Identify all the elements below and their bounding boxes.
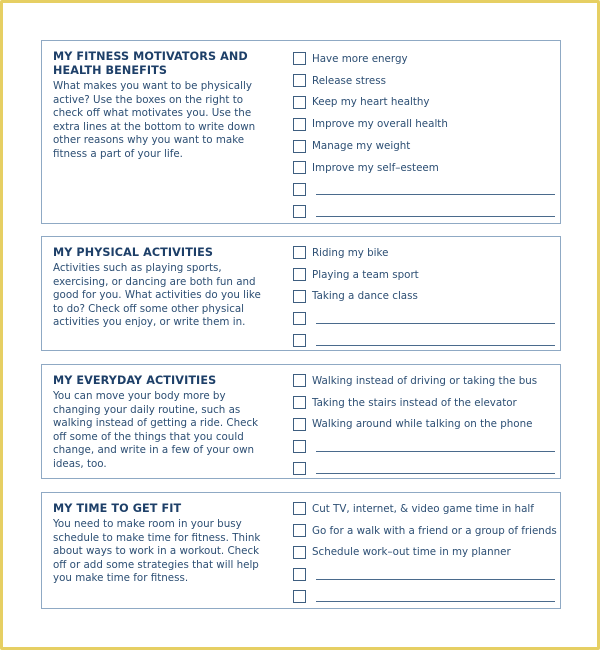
write-in-item[interactable] <box>293 563 555 585</box>
write-in-line[interactable] <box>316 473 555 474</box>
desc-line: about ways to work in a workout. Check <box>53 545 260 558</box>
section-left <box>53 50 271 162</box>
checkbox[interactable] <box>293 183 306 196</box>
write-in-item[interactable] <box>293 585 555 607</box>
write-in-item[interactable] <box>293 179 555 201</box>
checkbox[interactable] <box>293 396 306 409</box>
checklist-item-label: Improve my overall health <box>312 118 448 131</box>
checkbox[interactable] <box>293 205 306 218</box>
checklist-item[interactable] <box>293 70 555 92</box>
checklist <box>293 370 555 479</box>
checkbox[interactable] <box>293 96 306 109</box>
desc-line: activities you enjoy, or write them in. <box>53 316 246 329</box>
checklist-item[interactable] <box>293 157 555 179</box>
section-physical-activities <box>41 236 561 351</box>
desc-line: active? Use the boxes on the right to <box>53 93 244 106</box>
checkbox[interactable] <box>293 246 306 259</box>
section-description <box>53 518 271 586</box>
checklist-item[interactable] <box>293 520 555 542</box>
checklist-item-label: Walking instead of driving or taking the bus <box>312 374 538 387</box>
checkbox[interactable] <box>293 568 306 581</box>
desc-line: walking instead of getting a ride. Check <box>53 417 259 430</box>
checklist <box>293 498 555 607</box>
checkbox[interactable] <box>293 290 306 303</box>
write-in-line[interactable] <box>316 216 555 217</box>
desc-line: What makes you want to be physically <box>53 80 252 92</box>
section-left <box>53 374 271 472</box>
checkbox[interactable] <box>293 74 306 87</box>
write-in-line[interactable] <box>316 194 555 195</box>
checklist-item[interactable] <box>293 92 555 114</box>
desc-line: changing your daily routine, such as <box>53 403 241 416</box>
write-in-line[interactable] <box>316 345 555 346</box>
section-left <box>53 502 271 586</box>
title-line: MY PHYSICAL ACTIVITIES <box>53 246 214 259</box>
section-description <box>53 390 271 472</box>
checklist-item-label: Keep my heart healthy <box>312 96 430 109</box>
checkbox[interactable] <box>293 462 306 475</box>
checklist-item[interactable] <box>293 392 555 414</box>
desc-line: check off what motivates you. Use the <box>53 107 252 120</box>
checkbox[interactable] <box>293 590 306 603</box>
section-description <box>53 262 271 330</box>
section-title <box>53 374 271 388</box>
checklist-item-label: Taking the stairs instead of the elevator <box>312 396 517 409</box>
desc-line: to do? Check off some other physical <box>53 302 245 315</box>
checkbox[interactable] <box>293 334 306 347</box>
checkbox[interactable] <box>293 524 306 537</box>
checkbox[interactable] <box>293 502 306 515</box>
write-in-line[interactable] <box>316 579 555 580</box>
desc-line: other reasons why you want to make <box>53 134 245 147</box>
checklist-item-label: Go for a walk with a friend or a group of friends <box>312 524 557 537</box>
section-time-to-get-fit <box>41 492 561 609</box>
write-in-line[interactable] <box>316 601 555 602</box>
desc-line: fitness a part of your life. <box>53 147 183 160</box>
checklist-item[interactable] <box>293 542 555 564</box>
checkbox[interactable] <box>293 312 306 325</box>
title-line: HEALTH BENEFITS <box>53 64 167 77</box>
desc-line: You can move your body more by <box>53 390 226 402</box>
write-in-line[interactable] <box>316 451 555 452</box>
desc-line: change, and write in a few of your own <box>53 444 255 457</box>
checkbox[interactable] <box>293 140 306 153</box>
checkbox[interactable] <box>293 118 306 131</box>
section-everyday-activities <box>41 364 561 479</box>
checklist-item-label: Schedule work–out time in my planner <box>312 546 511 559</box>
section-title <box>53 246 271 260</box>
checkbox[interactable] <box>293 52 306 65</box>
checklist-item-label: Cut TV, internet, & video game time in half <box>312 502 534 515</box>
write-in-item[interactable] <box>293 307 555 329</box>
write-in-item[interactable] <box>293 201 555 223</box>
desc-line: Activities such as playing sports, <box>53 262 222 274</box>
checklist-item[interactable] <box>293 242 555 264</box>
write-in-line[interactable] <box>316 323 555 324</box>
checklist-item[interactable] <box>293 264 555 286</box>
checklist-item-label: Have more energy <box>312 52 408 65</box>
checkbox[interactable] <box>293 268 306 281</box>
section-title <box>53 502 271 516</box>
checklist-item[interactable] <box>293 48 555 70</box>
checklist-item-label: Playing a team sport <box>312 268 419 281</box>
checklist-item-label: Improve my self–esteem <box>312 161 439 174</box>
checklist-item-label: Riding my bike <box>312 246 389 259</box>
desc-line: you make time for fitness. <box>53 572 189 585</box>
checkbox[interactable] <box>293 546 306 559</box>
checklist <box>293 242 555 351</box>
write-in-item[interactable] <box>293 457 555 479</box>
section-fitness-motivators <box>41 40 561 224</box>
checklist-item-label: Release stress <box>312 74 386 87</box>
desc-line: schedule to make time for fitness. Think <box>53 531 261 544</box>
checklist-item[interactable] <box>293 286 555 308</box>
checklist-item[interactable] <box>293 135 555 157</box>
checkbox[interactable] <box>293 161 306 174</box>
desc-line: good for you. What activities do you like <box>53 289 261 302</box>
checkbox[interactable] <box>293 440 306 453</box>
section-left <box>53 246 271 330</box>
checkbox[interactable] <box>293 374 306 387</box>
checklist <box>293 48 555 222</box>
checklist-item-label: Taking a dance class <box>312 290 418 303</box>
title-line: MY FITNESS MOTIVATORS AND <box>53 50 248 63</box>
checklist-item-label: Manage my weight <box>312 140 411 153</box>
checklist-item[interactable] <box>293 498 555 520</box>
checklist-item[interactable] <box>293 414 555 436</box>
section-title <box>53 50 271 78</box>
checklist-item-label: Walking around while talking on the phone <box>312 418 533 431</box>
desc-line: off or add some strategies that will help <box>53 558 259 571</box>
desc-line: off some of the things that you could <box>53 430 244 443</box>
checklist-item[interactable] <box>293 370 555 392</box>
title-line: MY EVERYDAY ACTIVITIES <box>53 374 217 387</box>
title-line: MY TIME TO GET FIT <box>53 502 182 515</box>
desc-line: ideas, too. <box>53 457 107 470</box>
checkbox[interactable] <box>293 418 306 431</box>
desc-line: You need to make room in your busy <box>53 518 242 530</box>
checklist-item[interactable] <box>293 113 555 135</box>
write-in-item[interactable] <box>293 329 555 351</box>
desc-line: extra lines at the bottom to write down <box>53 120 256 133</box>
section-description <box>53 80 271 162</box>
desc-line: exercising, or dancing are both fun and <box>53 275 256 288</box>
write-in-item[interactable] <box>293 435 555 457</box>
